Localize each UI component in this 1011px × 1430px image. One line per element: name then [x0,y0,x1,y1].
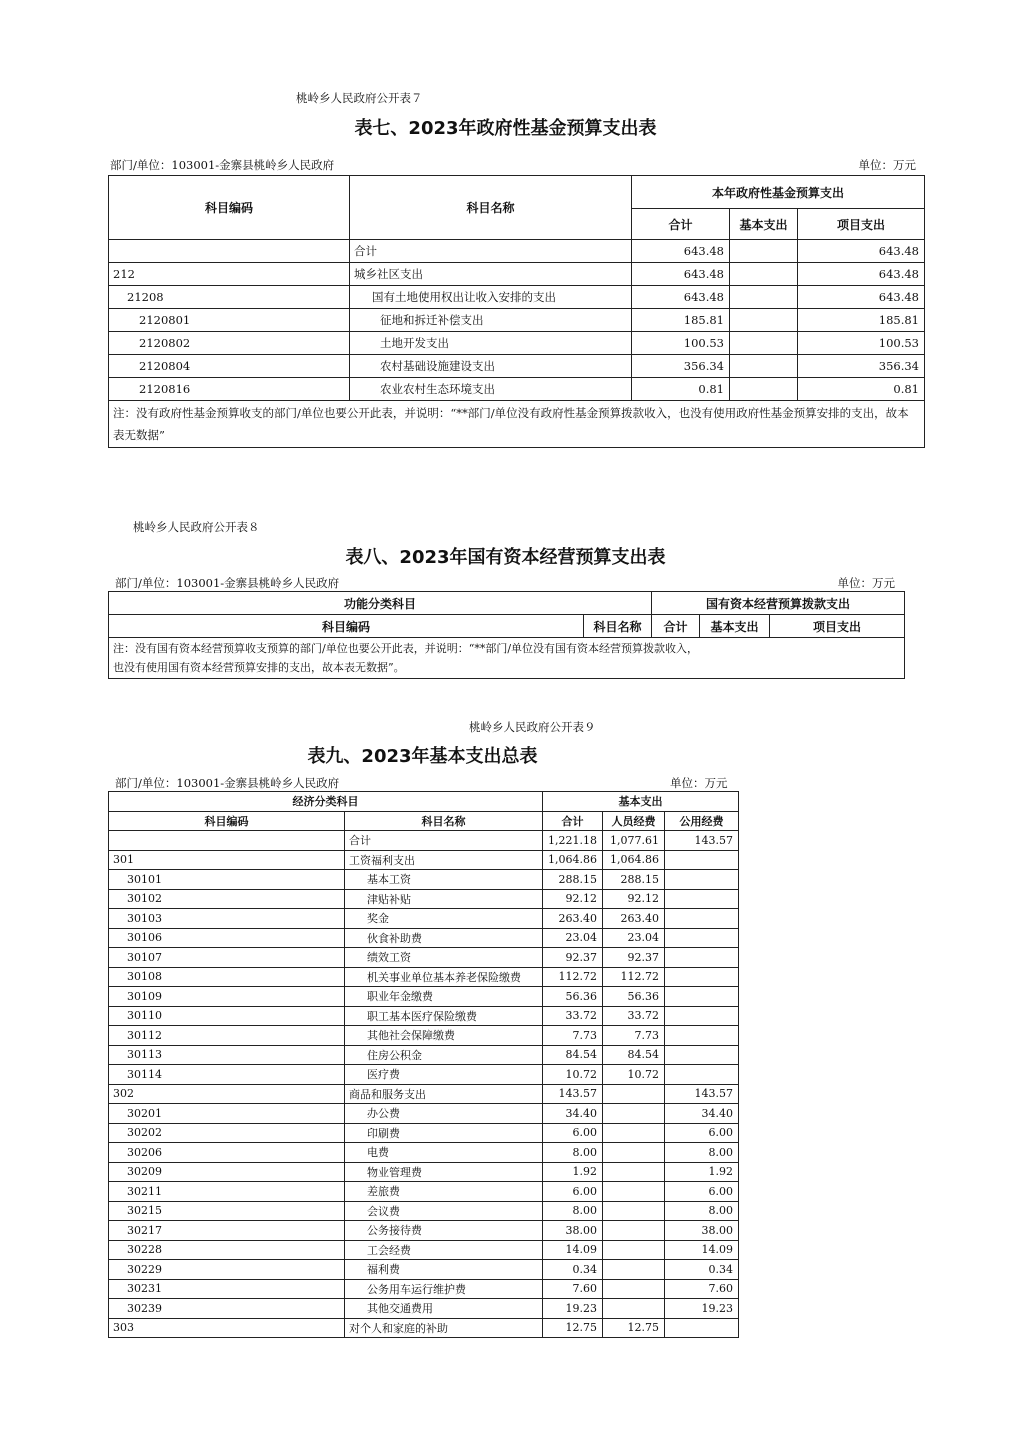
total-cell: 7.60 [543,1279,603,1299]
header-basic: 基本支出 [700,615,770,638]
public-cell: 14.09 [665,1240,739,1260]
name-cell: 伙食补助费 [345,928,543,948]
personnel-cell: 7.73 [603,1026,665,1046]
public-cell: 143.57 [665,831,739,851]
total-cell: 643.48 [632,240,730,263]
name-cell: 公务用车运行维护费 [345,1279,543,1299]
total-cell: 12.75 [543,1318,603,1338]
code-cell: 30107 [109,948,345,968]
header-total: 合计 [652,615,700,638]
project-cell: 356.34 [798,355,925,378]
header-name: 科目名称 [584,615,652,638]
total-cell: 263.40 [543,909,603,929]
code-cell: 302 [109,1084,345,1104]
name-cell: 机关事业单位基本养老保险缴费 [345,967,543,987]
header-project: 项目支出 [770,615,905,638]
public-cell [665,889,739,909]
personnel-cell [603,1182,665,1202]
personnel-cell [603,1240,665,1260]
project-cell: 0.81 [798,378,925,401]
code-cell [109,240,350,263]
table8-note-line2: 也没有使用国有资本经营预算安排的支出，故本表无数据”。 [113,661,405,674]
table7-dept: 部门/单位：103001-金寨县桃岭乡人民政府 [110,158,335,172]
name-cell: 办公费 [345,1104,543,1124]
table7-unit: 单位：万元 [858,158,916,172]
project-cell: 643.48 [798,286,925,309]
table-row [109,1065,739,1085]
personnel-cell: 33.72 [603,1006,665,1026]
table-row [109,240,925,263]
code-cell: 30217 [109,1221,345,1241]
name-cell: 农业农村生态环境支出 [350,378,632,401]
basic-cell [730,263,798,286]
code-cell: 30201 [109,1104,345,1124]
table-row [109,309,925,332]
name-cell: 基本工资 [345,870,543,890]
table-row [109,1026,739,1046]
table7-caption: 桃岭乡人民政府公开表７ [296,91,423,105]
header-total: 合计 [632,209,730,240]
name-cell: 医疗费 [345,1065,543,1085]
total-cell: 6.00 [543,1123,603,1143]
header-func: 功能分类科目 [109,592,652,615]
personnel-cell [603,1143,665,1163]
table8-unit: 单位：万元 [837,576,895,590]
code-cell: 301 [109,850,345,870]
code-cell: 30109 [109,987,345,1007]
public-cell: 6.00 [665,1123,739,1143]
table-row [109,1299,739,1319]
public-cell: 1.92 [665,1162,739,1182]
total-cell: 143.57 [543,1084,603,1104]
header-project: 项目支出 [798,209,925,240]
code-cell: 303 [109,1318,345,1338]
name-cell: 其他交通费用 [345,1299,543,1319]
name-cell: 合计 [345,831,543,851]
personnel-cell [603,1123,665,1143]
total-cell: 288.15 [543,870,603,890]
personnel-cell: 23.04 [603,928,665,948]
table8-caption: 桃岭乡人民政府公开表８ [133,520,260,534]
public-cell [665,909,739,929]
code-cell: 30229 [109,1260,345,1280]
header-group: 本年政府性基金预算支出 [632,176,925,209]
code-cell: 30106 [109,928,345,948]
total-cell: 33.72 [543,1006,603,1026]
public-cell [665,1318,739,1338]
total-cell: 56.36 [543,987,603,1007]
personnel-cell [603,1104,665,1124]
personnel-cell: 112.72 [603,967,665,987]
public-cell [665,1045,739,1065]
table-row [109,332,925,355]
total-cell: 100.53 [632,332,730,355]
total-cell: 19.23 [543,1299,603,1319]
total-cell: 1.92 [543,1162,603,1182]
table-row [109,967,739,987]
personnel-cell: 1,064.86 [603,850,665,870]
table-row [109,1162,739,1182]
table-row [109,378,925,401]
header-personnel: 人员经费 [603,811,665,831]
personnel-cell [603,1201,665,1221]
public-cell: 19.23 [665,1299,739,1319]
personnel-cell: 288.15 [603,870,665,890]
public-cell: 8.00 [665,1143,739,1163]
personnel-cell [603,1162,665,1182]
code-cell: 30215 [109,1201,345,1221]
total-cell: 1,221.18 [543,831,603,851]
name-cell: 城乡社区支出 [350,263,632,286]
basic-cell [730,355,798,378]
code-cell: 2120804 [109,355,350,378]
table-row [109,1084,739,1104]
total-cell: 10.72 [543,1065,603,1085]
code-cell: 21208 [109,286,350,309]
table8 [108,591,905,679]
table-row [109,987,739,1007]
total-cell: 6.00 [543,1182,603,1202]
code-cell: 30113 [109,1045,345,1065]
basic-cell [730,240,798,263]
project-cell: 643.48 [798,263,925,286]
total-cell: 0.34 [543,1260,603,1280]
total-cell: 84.54 [543,1045,603,1065]
header-econ: 经济分类科目 [109,792,543,812]
personnel-cell: 12.75 [603,1318,665,1338]
total-cell: 34.40 [543,1104,603,1124]
table9-caption: 桃岭乡人民政府公开表９ [469,720,596,734]
name-cell: 差旅费 [345,1182,543,1202]
personnel-cell: 56.36 [603,987,665,1007]
name-cell: 印刷费 [345,1123,543,1143]
code-cell: 2120802 [109,332,350,355]
header-group: 国有资本经营预算拨款支出 [652,592,905,615]
name-cell: 住房公积金 [345,1045,543,1065]
basic-cell [730,309,798,332]
personnel-cell [603,1299,665,1319]
table-row [109,928,739,948]
table-row [109,1201,739,1221]
public-cell [665,870,739,890]
total-cell: 0.81 [632,378,730,401]
table-row [109,1182,739,1202]
name-cell: 对个人和家庭的补助 [345,1318,543,1338]
basic-cell [730,286,798,309]
name-cell: 绩效工资 [345,948,543,968]
code-cell: 30211 [109,1182,345,1202]
code-cell: 30114 [109,1065,345,1085]
name-cell: 商品和服务支出 [345,1084,543,1104]
code-cell: 30202 [109,1123,345,1143]
name-cell: 职工基本医疗保险缴费 [345,1006,543,1026]
table-row [109,1045,739,1065]
basic-cell [730,378,798,401]
table-row [109,1104,739,1124]
public-cell: 34.40 [665,1104,739,1124]
name-cell: 工资福利支出 [345,850,543,870]
header-basic: 基本支出 [730,209,798,240]
code-cell: 30110 [109,1006,345,1026]
header-group: 基本支出 [543,792,739,812]
header-name: 科目名称 [345,811,543,831]
table-row [109,1260,739,1280]
table-row [109,263,925,286]
total-cell: 8.00 [543,1143,603,1163]
table-row [109,1006,739,1026]
table7-title: 表七、2023年政府性基金预算支出表 [354,118,657,139]
table-row [109,948,739,968]
personnel-cell [603,1084,665,1104]
header-code: 科目编码 [109,176,350,240]
code-cell: 30239 [109,1299,345,1319]
total-cell: 643.48 [632,263,730,286]
code-cell: 30108 [109,967,345,987]
table7-body [109,240,925,401]
code-cell: 30231 [109,1279,345,1299]
total-cell: 8.00 [543,1201,603,1221]
name-cell: 公务接待费 [345,1221,543,1241]
name-cell: 其他社会保障缴费 [345,1026,543,1046]
total-cell: 14.09 [543,1240,603,1260]
code-cell: 30206 [109,1143,345,1163]
public-cell: 8.00 [665,1201,739,1221]
personnel-cell: 10.72 [603,1065,665,1085]
public-cell: 143.57 [665,1084,739,1104]
personnel-cell: 1,077.61 [603,831,665,851]
total-cell: 1,064.86 [543,850,603,870]
table9-body [109,831,739,1338]
table8-note [109,638,905,679]
total-cell: 356.34 [632,355,730,378]
personnel-cell: 84.54 [603,1045,665,1065]
total-cell: 23.04 [543,928,603,948]
code-cell: 30112 [109,1026,345,1046]
project-cell: 185.81 [798,309,925,332]
table8-note-line1: 注：没有国有资本经营预算收支预算的部门/单位也要公开此表，并说明：“**部门/单位没有国有资本经营预算拨款收入， [113,642,699,655]
total-cell: 643.48 [632,286,730,309]
total-cell: 112.72 [543,967,603,987]
header-code: 科目编码 [109,615,584,638]
header-public: 公用经费 [665,811,739,831]
name-cell: 征地和拆迁补偿支出 [350,309,632,332]
table-row [109,1240,739,1260]
table-row [109,889,739,909]
public-cell: 7.60 [665,1279,739,1299]
name-cell: 职业年金缴费 [345,987,543,1007]
name-cell: 物业管理费 [345,1162,543,1182]
public-cell [665,850,739,870]
name-cell: 合计 [350,240,632,263]
header-code: 科目编码 [109,811,345,831]
public-cell [665,1026,739,1046]
total-cell: 185.81 [632,309,730,332]
header-total: 合计 [543,811,603,831]
table-row [109,1123,739,1143]
project-cell: 100.53 [798,332,925,355]
public-cell [665,1065,739,1085]
total-cell: 92.37 [543,948,603,968]
project-cell: 643.48 [798,240,925,263]
personnel-cell [603,1260,665,1280]
code-cell: 30102 [109,889,345,909]
code-cell: 30103 [109,909,345,929]
code-cell: 30101 [109,870,345,890]
basic-cell [730,332,798,355]
table7 [108,175,925,448]
table-row [109,1318,739,1338]
personnel-cell [603,1221,665,1241]
table8-title: 表八、2023年国有资本经营预算支出表 [345,547,666,568]
public-cell [665,928,739,948]
total-cell: 7.73 [543,1026,603,1046]
public-cell: 0.34 [665,1260,739,1280]
table9-dept: 部门/单位：103001-金寨县桃岭乡人民政府 [115,776,340,790]
table7-note: 注：没有政府性基金预算收支的部门/单位也要公开此表，并说明：“**部门/单位没有政府性基金预算拨款收入，也没有使用政府性基金预算安排的支出，故本表无数据” [109,401,925,448]
table-row [109,1279,739,1299]
name-cell: 电费 [345,1143,543,1163]
table8-dept: 部门/单位：103001-金寨县桃岭乡人民政府 [115,576,340,590]
name-cell: 工会经费 [345,1240,543,1260]
name-cell: 土地开发支出 [350,332,632,355]
personnel-cell: 92.12 [603,889,665,909]
code-cell: 30228 [109,1240,345,1260]
name-cell: 奖金 [345,909,543,929]
name-cell: 农村基础设施建设支出 [350,355,632,378]
table9-title: 表九、2023年基本支出总表 [307,746,538,767]
code-cell: 212 [109,263,350,286]
name-cell: 国有土地使用权出让收入安排的支出 [350,286,632,309]
code-cell: 2120801 [109,309,350,332]
personnel-cell [603,1279,665,1299]
personnel-cell: 263.40 [603,909,665,929]
public-cell [665,967,739,987]
table-row [109,850,739,870]
total-cell: 92.12 [543,889,603,909]
table-row [109,1221,739,1241]
table9 [108,791,739,1338]
code-cell: 2120816 [109,378,350,401]
table-row [109,286,925,309]
code-cell: 30209 [109,1162,345,1182]
table-row [109,355,925,378]
name-cell: 福利费 [345,1260,543,1280]
name-cell: 津贴补贴 [345,889,543,909]
table-row [109,831,739,851]
public-cell: 6.00 [665,1182,739,1202]
public-cell [665,987,739,1007]
table-row [109,909,739,929]
name-cell: 会议费 [345,1201,543,1221]
public-cell [665,948,739,968]
code-cell [109,831,345,851]
public-cell: 38.00 [665,1221,739,1241]
table-row [109,1143,739,1163]
header-name: 科目名称 [350,176,632,240]
personnel-cell: 92.37 [603,948,665,968]
table9-unit: 单位：万元 [670,776,728,790]
public-cell [665,1006,739,1026]
table-row [109,870,739,890]
total-cell: 38.00 [543,1221,603,1241]
